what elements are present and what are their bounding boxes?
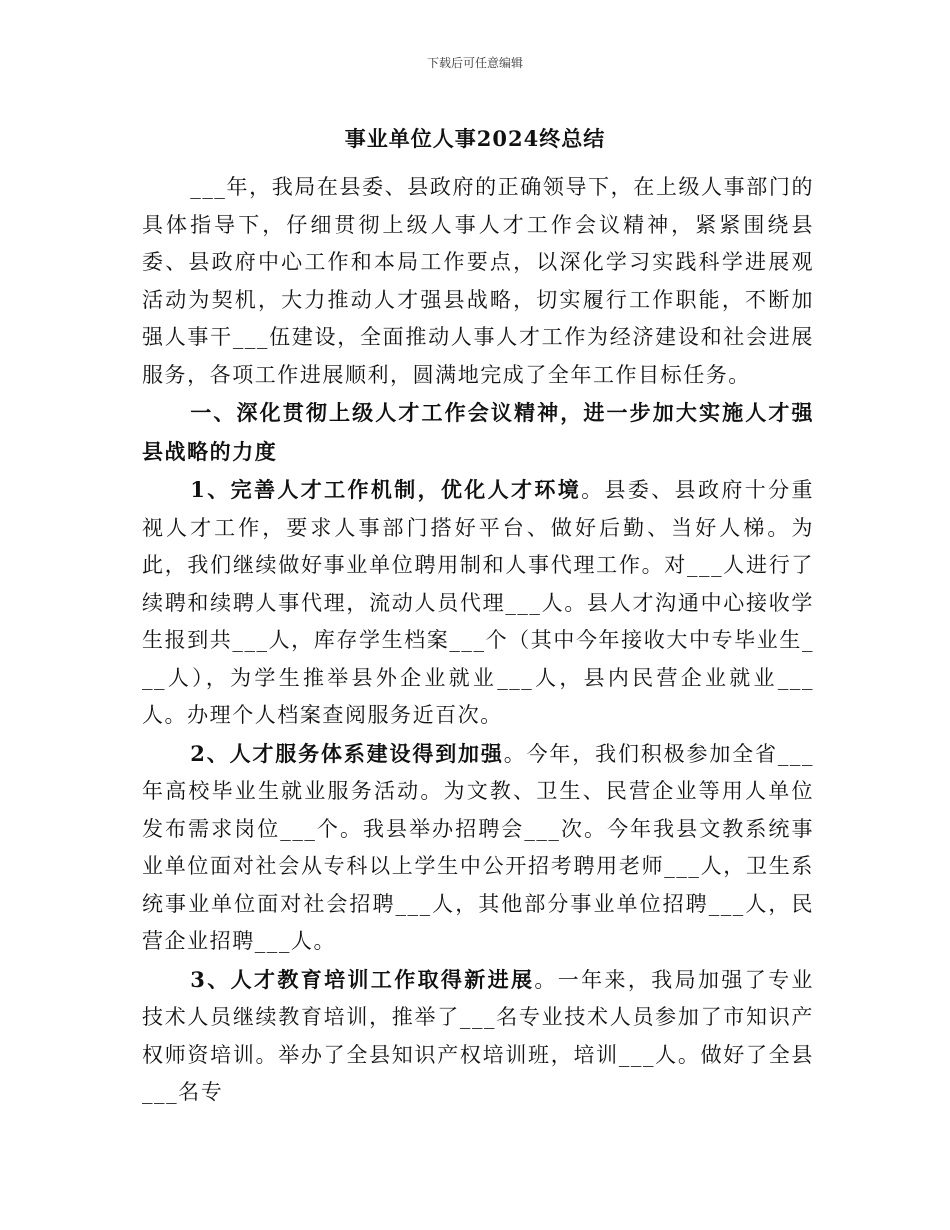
page-header: 下载后可任意编辑 (426, 56, 523, 70)
paragraph-item-2 (142, 735, 814, 961)
paragraph-lead: 1、完善人才工作机制，优化人才环境 (190, 477, 582, 502)
paragraph-text: 。一年来，我局加强了专业技术人员继续教育培训，推举了___名专业技术人员参加了市知识产权师资培训。举办了全县知识产权培训班，培训___人。做好了全县___名专 (142, 967, 814, 1104)
section-heading-text: 一、深化贯彻上级人才工作会议精神，进一步加大实施人才强县战略的力度 (142, 400, 814, 464)
section-heading-1 (142, 394, 814, 471)
paragraph-text: 。今年，我们积极参加全省___年高校毕业生就业服务活动。为文教、卫生、民营企业等用人单位发布需求岗位___个。我县举办招聘会___次。今年我县文教系统事业单位面对社会从专科以上学生中公开招考聘用老师___人，卫生系统事业单位面对社会招聘___人，其他部分事业单位招聘___人，民营企业招聘___人。 (142, 741, 815, 953)
paragraph-lead: 2、人才服务体系建设得到加强 (190, 740, 504, 766)
paragraph-intro (142, 168, 814, 394)
document-body (142, 168, 814, 1112)
paragraph-text: ___年，我局在县委、县政府的正确领导下，在上级人事部门的具体指导下，仔细贯彻上级人事人才工作会议精神，紧紧围绕县委、县政府中心工作和本局工作要点，以深化学习实践科学进展观活动为契机，大力推动人才强县战略，切实履行工作职能，不断加强人事干___伍建设，全面推动人事人才工作为经济建设和社会进展服务，各项工作进展顺利，圆满地完成了全年工作目标任务。 (142, 175, 814, 387)
document-title: 事业单位人事2024终总结 (344, 126, 606, 151)
paragraph-item-1 (142, 471, 814, 735)
paragraph-item-3 (142, 961, 814, 1112)
paragraph-text: 。县委、县政府十分重视人才工作，要求人事部门搭好平台、做好后勤、当好人梯。为此，我们继续做好事业单位聘用制和人事代理工作。对___人进行了续聘和续聘人事代理，流动人员代理___人。县人才沟通中心接收学生报到共___人，库存学生档案___个（其中今年接收大中专毕业生___人），为学生推举县外企业就业___人，县内民营企业就业___人。办理个人档案查阅服务近百次。 (142, 478, 815, 727)
paragraph-lead: 3、人才教育培训工作取得新进展 (190, 966, 535, 992)
